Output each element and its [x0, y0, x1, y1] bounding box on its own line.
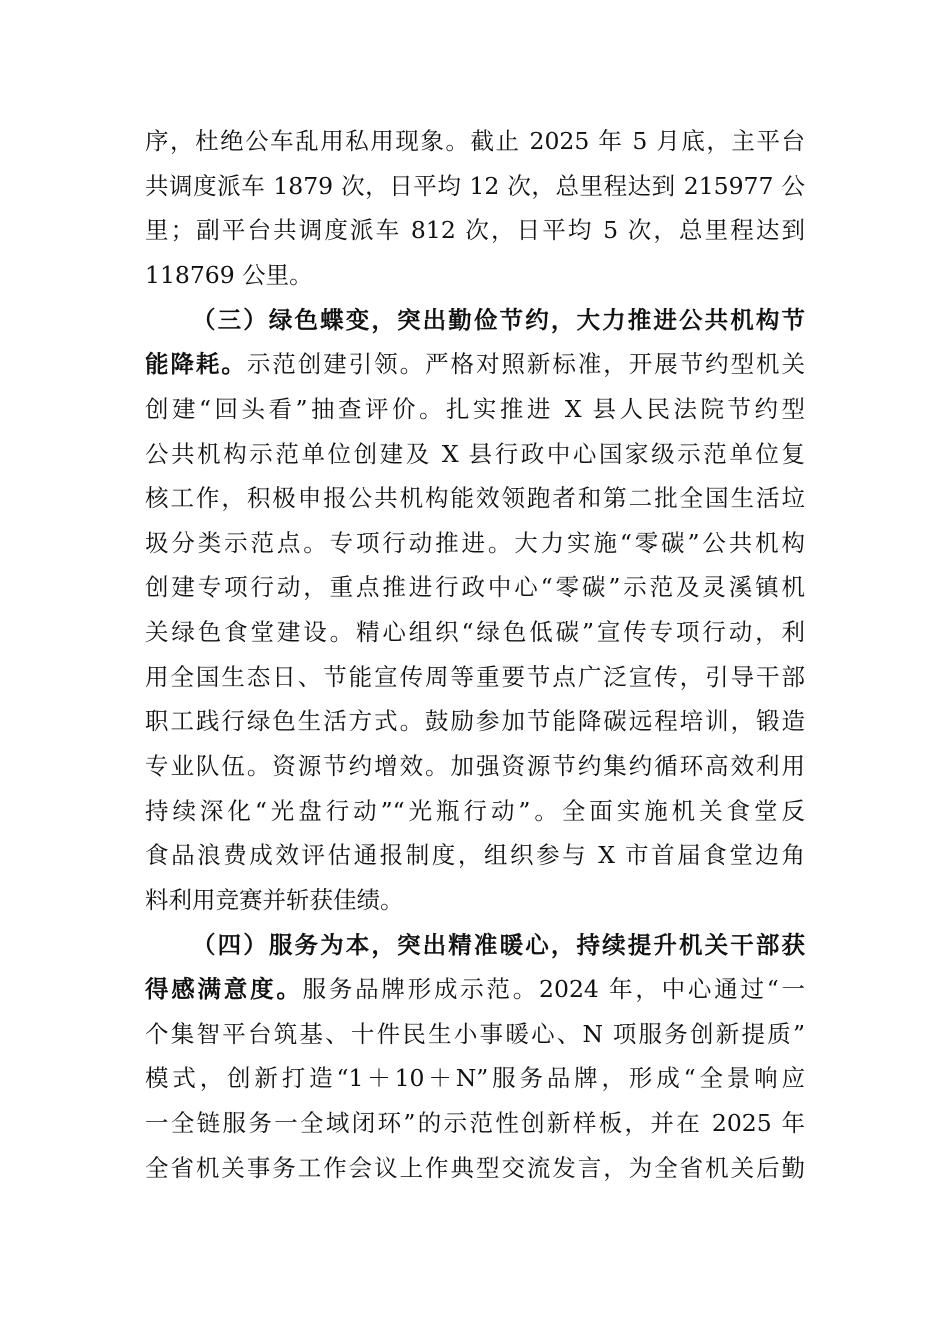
text-run: 一全链服务一全域闭环”的示范性创新样板，并在 2025 年	[145, 1109, 805, 1137]
body-line	[145, 1014, 805, 1054]
text-run: 118769 公里。	[145, 261, 313, 289]
body-line	[145, 434, 805, 474]
body-line	[145, 701, 805, 741]
section-heading-line	[192, 925, 805, 965]
text-run: 全省机关事务工作会议上作典型交流发言，为全省机关后勤	[145, 1154, 805, 1182]
body-line	[145, 389, 805, 429]
body-line	[145, 210, 805, 250]
text-run: 序，杜绝公车乱用私用现象。截止 2025 年 5 月底，主平台	[145, 127, 805, 155]
text-run: 共调度派车 1879 次，日平均 12 次，总里程达到 215977 公	[145, 172, 805, 200]
text-run: 持续深化“光盘行动”“光瓶行动”。全面实施机关食堂反	[145, 797, 805, 825]
text-run: 示范创建引领。严格对照新标准，开展节约型机关	[246, 350, 806, 378]
text-run: 服务品牌形成示范。2024 年，中心通过“一	[302, 975, 805, 1003]
text-run: 里；副平台共调度派车 812 次，日平均 5 次，总里程达到	[145, 216, 805, 244]
text-run: 料利用竞赛并斩获佳绩。	[145, 886, 404, 914]
text-run: 模式，创新打造“1＋10＋N”服务品牌，形成“全景响应	[145, 1064, 805, 1092]
body-line	[145, 1103, 805, 1143]
section-heading-text: （三）绿色蝶变，突出勤俭节约，大力推进公共机构节	[192, 306, 805, 334]
text-run: 用全国生态日、节能宣传周等重要节点广泛宣传，引导干部	[145, 663, 805, 691]
body-line	[145, 969, 805, 1009]
section-heading-text: 得感满意度。	[145, 975, 303, 1003]
body-line	[145, 344, 805, 384]
body-line	[145, 791, 805, 831]
body-line	[145, 746, 805, 786]
body-line	[145, 880, 805, 920]
body-line	[145, 121, 805, 161]
text-run: 圾分类示范点。专项行动推进。大力实施“零碳”公共机构	[145, 529, 805, 557]
text-run: 公共机构示范单位创建及 X 县行政中心国家级示范单位复	[145, 440, 805, 468]
body-line	[145, 478, 805, 518]
body-line	[145, 166, 805, 206]
text-run: 关绿色食堂建设。精心组织“绿色低碳”宣传专项行动，利	[145, 618, 805, 646]
section-heading-text: 能降耗。	[145, 350, 247, 378]
text-run: 个集智平台筑基、十件民生小事暖心、N 项服务创新提质”	[145, 1020, 805, 1048]
text-run: 核工作，积极申报公共机构能效领跑者和第二批全国生活垃	[145, 484, 805, 512]
body-line	[145, 255, 805, 295]
text-run: 专业队伍。资源节约增效。加强资源节约集约循环高效利用	[145, 752, 805, 780]
body-line	[145, 657, 805, 697]
text-run: 创建专项行动，重点推进行政中心“零碳”示范及灵溪镇机	[145, 573, 805, 601]
section-heading-text: （四）服务为本，突出精准暖心，持续提升机关干部获	[192, 931, 805, 959]
text-run: 创建“回头看”抽查评价。扎实推进 X 县人民法院节约型	[145, 395, 805, 423]
section-heading-line	[192, 300, 805, 340]
body-line	[145, 567, 805, 607]
body-line	[145, 612, 805, 652]
body-line	[145, 1148, 805, 1188]
body-line	[145, 523, 805, 563]
body-line	[145, 1058, 805, 1098]
text-run: 职工践行绿色生活方式。鼓励参加节能降碳远程培训，锻造	[145, 707, 805, 735]
body-line	[145, 835, 805, 875]
text-run: 食品浪费成效评估通报制度，组织参与 X 市首届食堂边角	[145, 841, 805, 869]
